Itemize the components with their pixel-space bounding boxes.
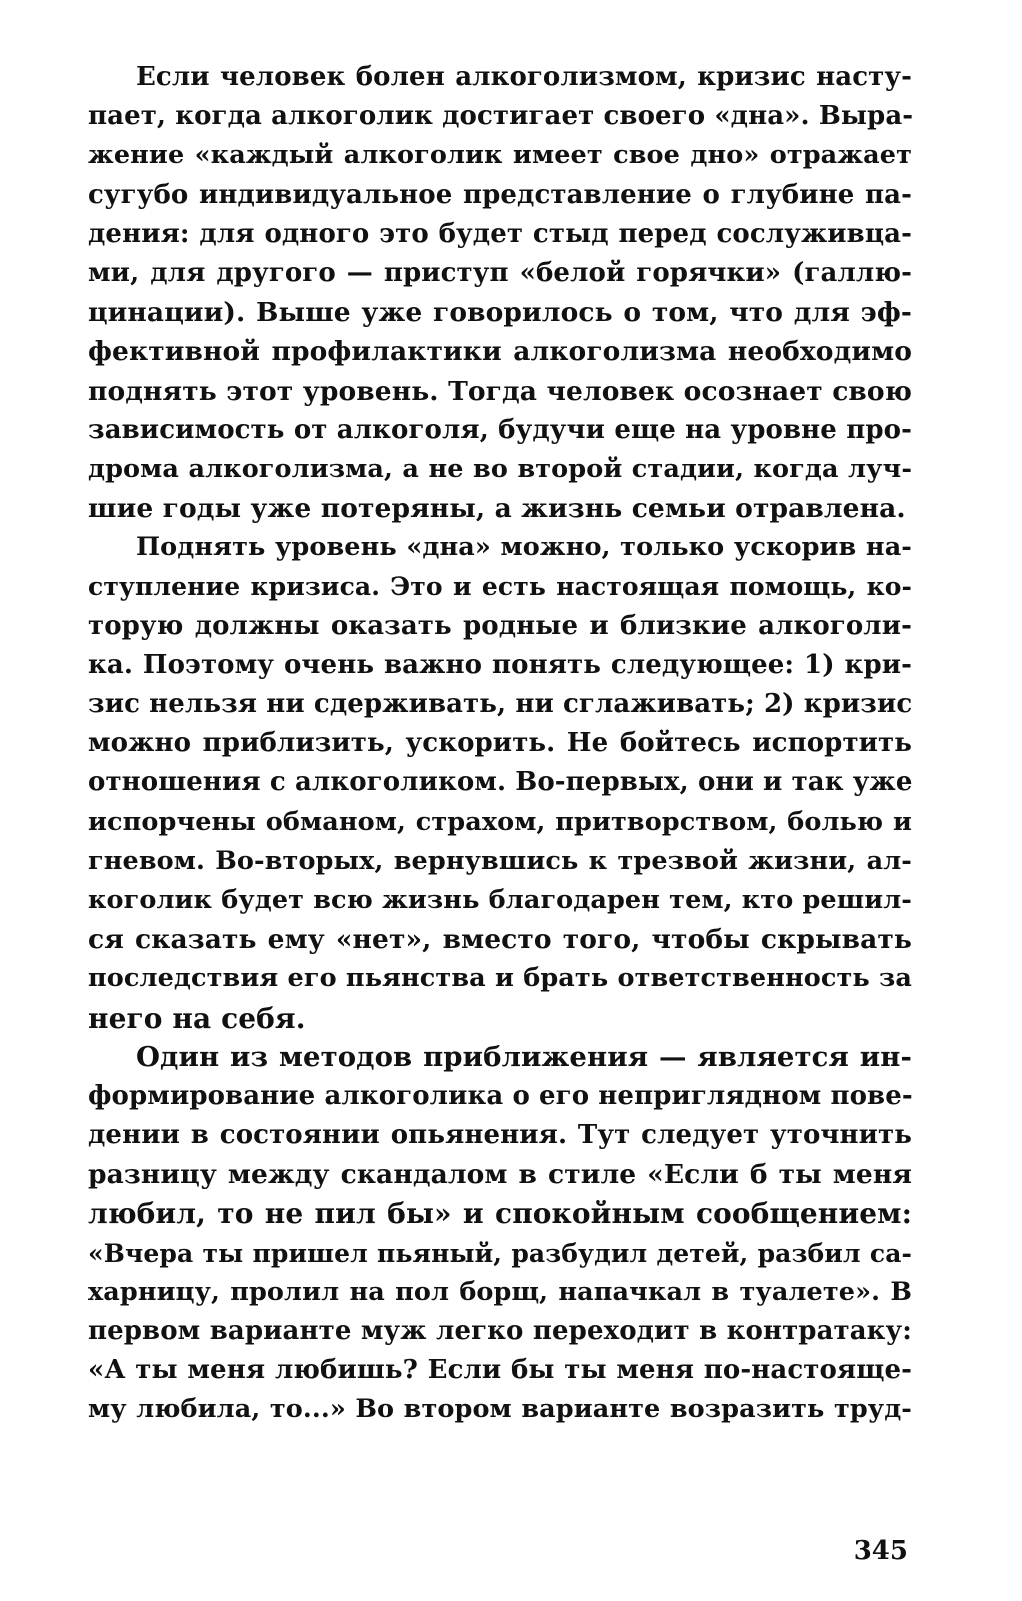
paragraph-3 (88, 1038, 912, 1430)
text-line: ка. Поэтому очень важно понять следующее: 1) кри- (88, 649, 912, 680)
text-line: любил, то не пил бы» и спокойным сообщением: (88, 1197, 912, 1231)
text-line: ми, для другого — приступ «белой горячки» (галлю- (88, 257, 912, 288)
text-line: ся сказать ему «нет», вместо того, чтобы скрывать (88, 924, 912, 956)
text-line: торую должны оказать родные и близкие алкоголи- (88, 610, 912, 641)
text-line: него на себя. (88, 1001, 306, 1035)
text-line: разницу между скандалом в стиле «Если б ты меня (88, 1159, 912, 1191)
text-line: последствия его пьянства и брать ответственность за (88, 963, 912, 994)
text-line: Поднять уровень «дна» можно, только ускорив на- (136, 532, 912, 563)
text-line: первом варианте муж легко переходит в контратаку: (88, 1316, 912, 1346)
text-line: можно приблизить, ускорить. Не бойтесь испортить (88, 728, 912, 759)
text-line: дении в состоянии опьянения. Тут следует уточнить (88, 1120, 912, 1151)
paragraph-2 (88, 528, 912, 1037)
text-line: «А ты меня любишь? Если бы ты меня по-настояще- (88, 1355, 912, 1386)
text-line: сугубо индивидуальное представление о глубине па- (88, 179, 912, 210)
text-line: фективной профилактики алкоголизма необходимо (88, 336, 912, 368)
text-line: му любила, то...» Во втором варианте возразить труд- (88, 1394, 912, 1425)
text-line: «Вчера ты пришел пьяный, разбудил детей, разбил са- (88, 1238, 912, 1268)
text-line: Один из методов приближения — является ин- (136, 1040, 912, 1073)
text-line: цинации). Выше уже говорилось о том, что для эф- (88, 297, 912, 329)
page-number: 345 (853, 1536, 908, 1566)
text-line: жение «каждый алкоголик имеет свое дно» отражает (88, 140, 912, 171)
text-line: зис нельзя ни сдерживать, ни сглаживать; 2) кризис (88, 689, 913, 719)
text-line: ступление кризиса. Это и есть настоящая помощь, ко- (88, 572, 912, 602)
text-line: коголик будет всю жизнь благодарен тем, кто решил- (88, 884, 912, 915)
text-line: поднять этот уровень. Тогда человек осознает свою (88, 375, 912, 407)
text-line: дрома алкоголизма, а не во второй стадии, когда луч- (88, 453, 912, 484)
text-line: шие годы уже потеряны, а жизнь семьи отравлена. (88, 493, 906, 525)
paragraph-1 (88, 58, 912, 528)
text-line: зависимость от алкоголя, будучи еще на уровне про- (88, 414, 912, 445)
text-line: формирование алкоголика о его неприглядном пове- (88, 1080, 913, 1111)
text-line: гневом. Во-вторых, вернувшись к трезвой жизни, ал- (88, 845, 912, 876)
text-line: отношения с алкоголиком. Во-первых, они и так уже (88, 767, 913, 798)
text-line: испорчены обманом, страхом, притворством, болью и (88, 806, 912, 837)
text-line: харницу, пролил на пол борщ, напачкал в туалете». В (88, 1276, 912, 1307)
text-line: пает, когда алкоголик достигает своего «дна». Выра- (88, 101, 914, 132)
text-line: дения: для одного это будет стыд перед сослуживца- (88, 218, 912, 249)
page-text (88, 58, 912, 1430)
text-line: Если человек болен алкоголизмом, кризис насту- (136, 62, 912, 92)
